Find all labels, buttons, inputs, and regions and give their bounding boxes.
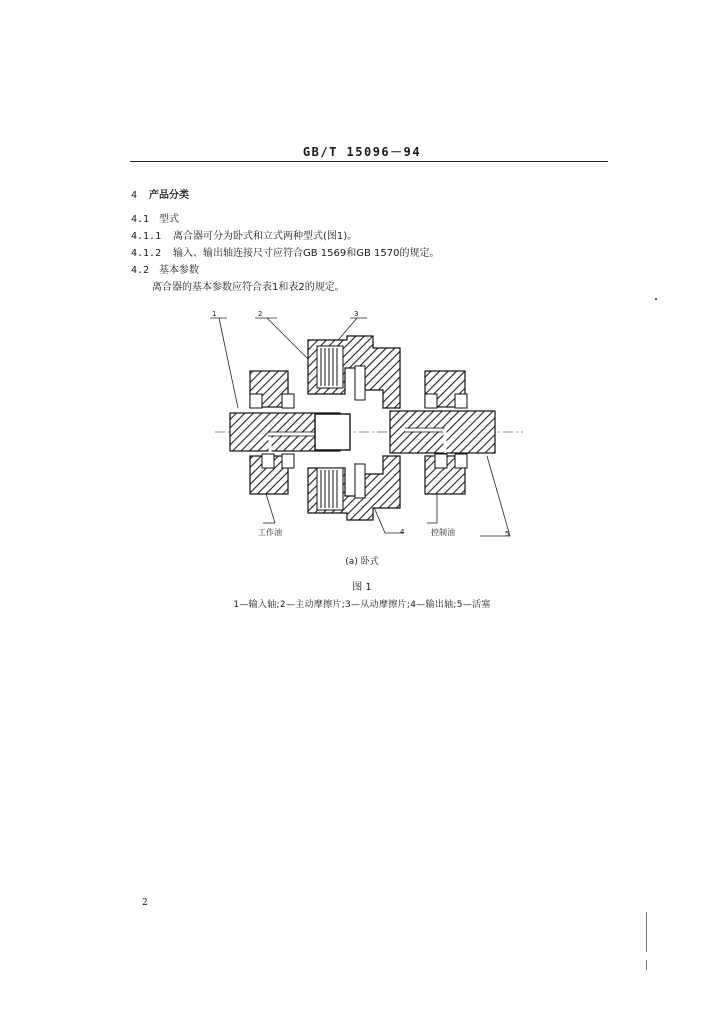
control-oil-label: 控制油 xyxy=(431,528,455,537)
callout-4: 4 xyxy=(400,528,405,536)
clutch-section-drawing xyxy=(205,308,535,568)
friction-plates-top xyxy=(317,346,343,388)
callout-5: 5 xyxy=(505,530,510,538)
callout-3: 3 xyxy=(354,310,359,318)
figure-title: 图 1 xyxy=(352,582,372,593)
section-text: 离合器可分为卧式和立式两种型式(图1)。 xyxy=(173,231,358,242)
bearing xyxy=(435,454,447,468)
bearing xyxy=(282,394,294,408)
section-number: 4 xyxy=(131,190,138,201)
friction-plates-bottom xyxy=(317,468,343,510)
callout-1: 1 xyxy=(212,310,217,318)
bearing xyxy=(262,454,274,468)
bearing xyxy=(455,394,467,408)
section-text: 输入、输出轴连接尺寸应符合GB 1569和GB 1570的规定。 xyxy=(173,248,440,259)
section-number: 4.1 xyxy=(131,214,150,225)
bearing xyxy=(425,394,437,408)
section-heading-4 xyxy=(131,186,189,201)
scan-edge-mark xyxy=(646,960,647,970)
clause-4-1-2 xyxy=(131,244,439,259)
header-rule xyxy=(130,161,608,162)
section-text: 型式 xyxy=(159,214,179,225)
page-number: 2 xyxy=(142,898,148,908)
piston xyxy=(355,464,365,498)
section-number: 4.1.2 xyxy=(131,248,162,259)
bearing xyxy=(250,394,262,408)
figure-view-caption: (a) 卧式 xyxy=(345,557,379,567)
section-heading-4-2 xyxy=(131,261,199,276)
section-text: 离合器的基本参数应符合表1和表2的规定。 xyxy=(152,282,345,293)
callout-2: 2 xyxy=(258,310,263,318)
clause-4-2-body xyxy=(152,278,345,293)
figure-legend: 1—输入轴;2—主动摩擦片;3—从动摩擦片;4—输出轴;5—活塞 xyxy=(233,600,491,610)
section-number: 4.1.1 xyxy=(131,231,162,242)
scan-speck xyxy=(655,298,657,300)
bearing xyxy=(455,454,467,468)
piston xyxy=(355,366,365,400)
central-hub xyxy=(315,414,350,450)
section-heading-4-1 xyxy=(131,210,179,225)
standard-number: GB/T 15096－94 xyxy=(302,145,422,159)
section-text: 产品分类 xyxy=(149,190,189,201)
clause-4-1-1 xyxy=(131,227,357,242)
work-oil-label: 工作油 xyxy=(258,528,282,537)
scan-edge-mark xyxy=(646,912,647,952)
section-text: 基本参数 xyxy=(159,265,199,276)
section-number: 4.2 xyxy=(131,265,150,276)
bearing xyxy=(282,454,294,468)
